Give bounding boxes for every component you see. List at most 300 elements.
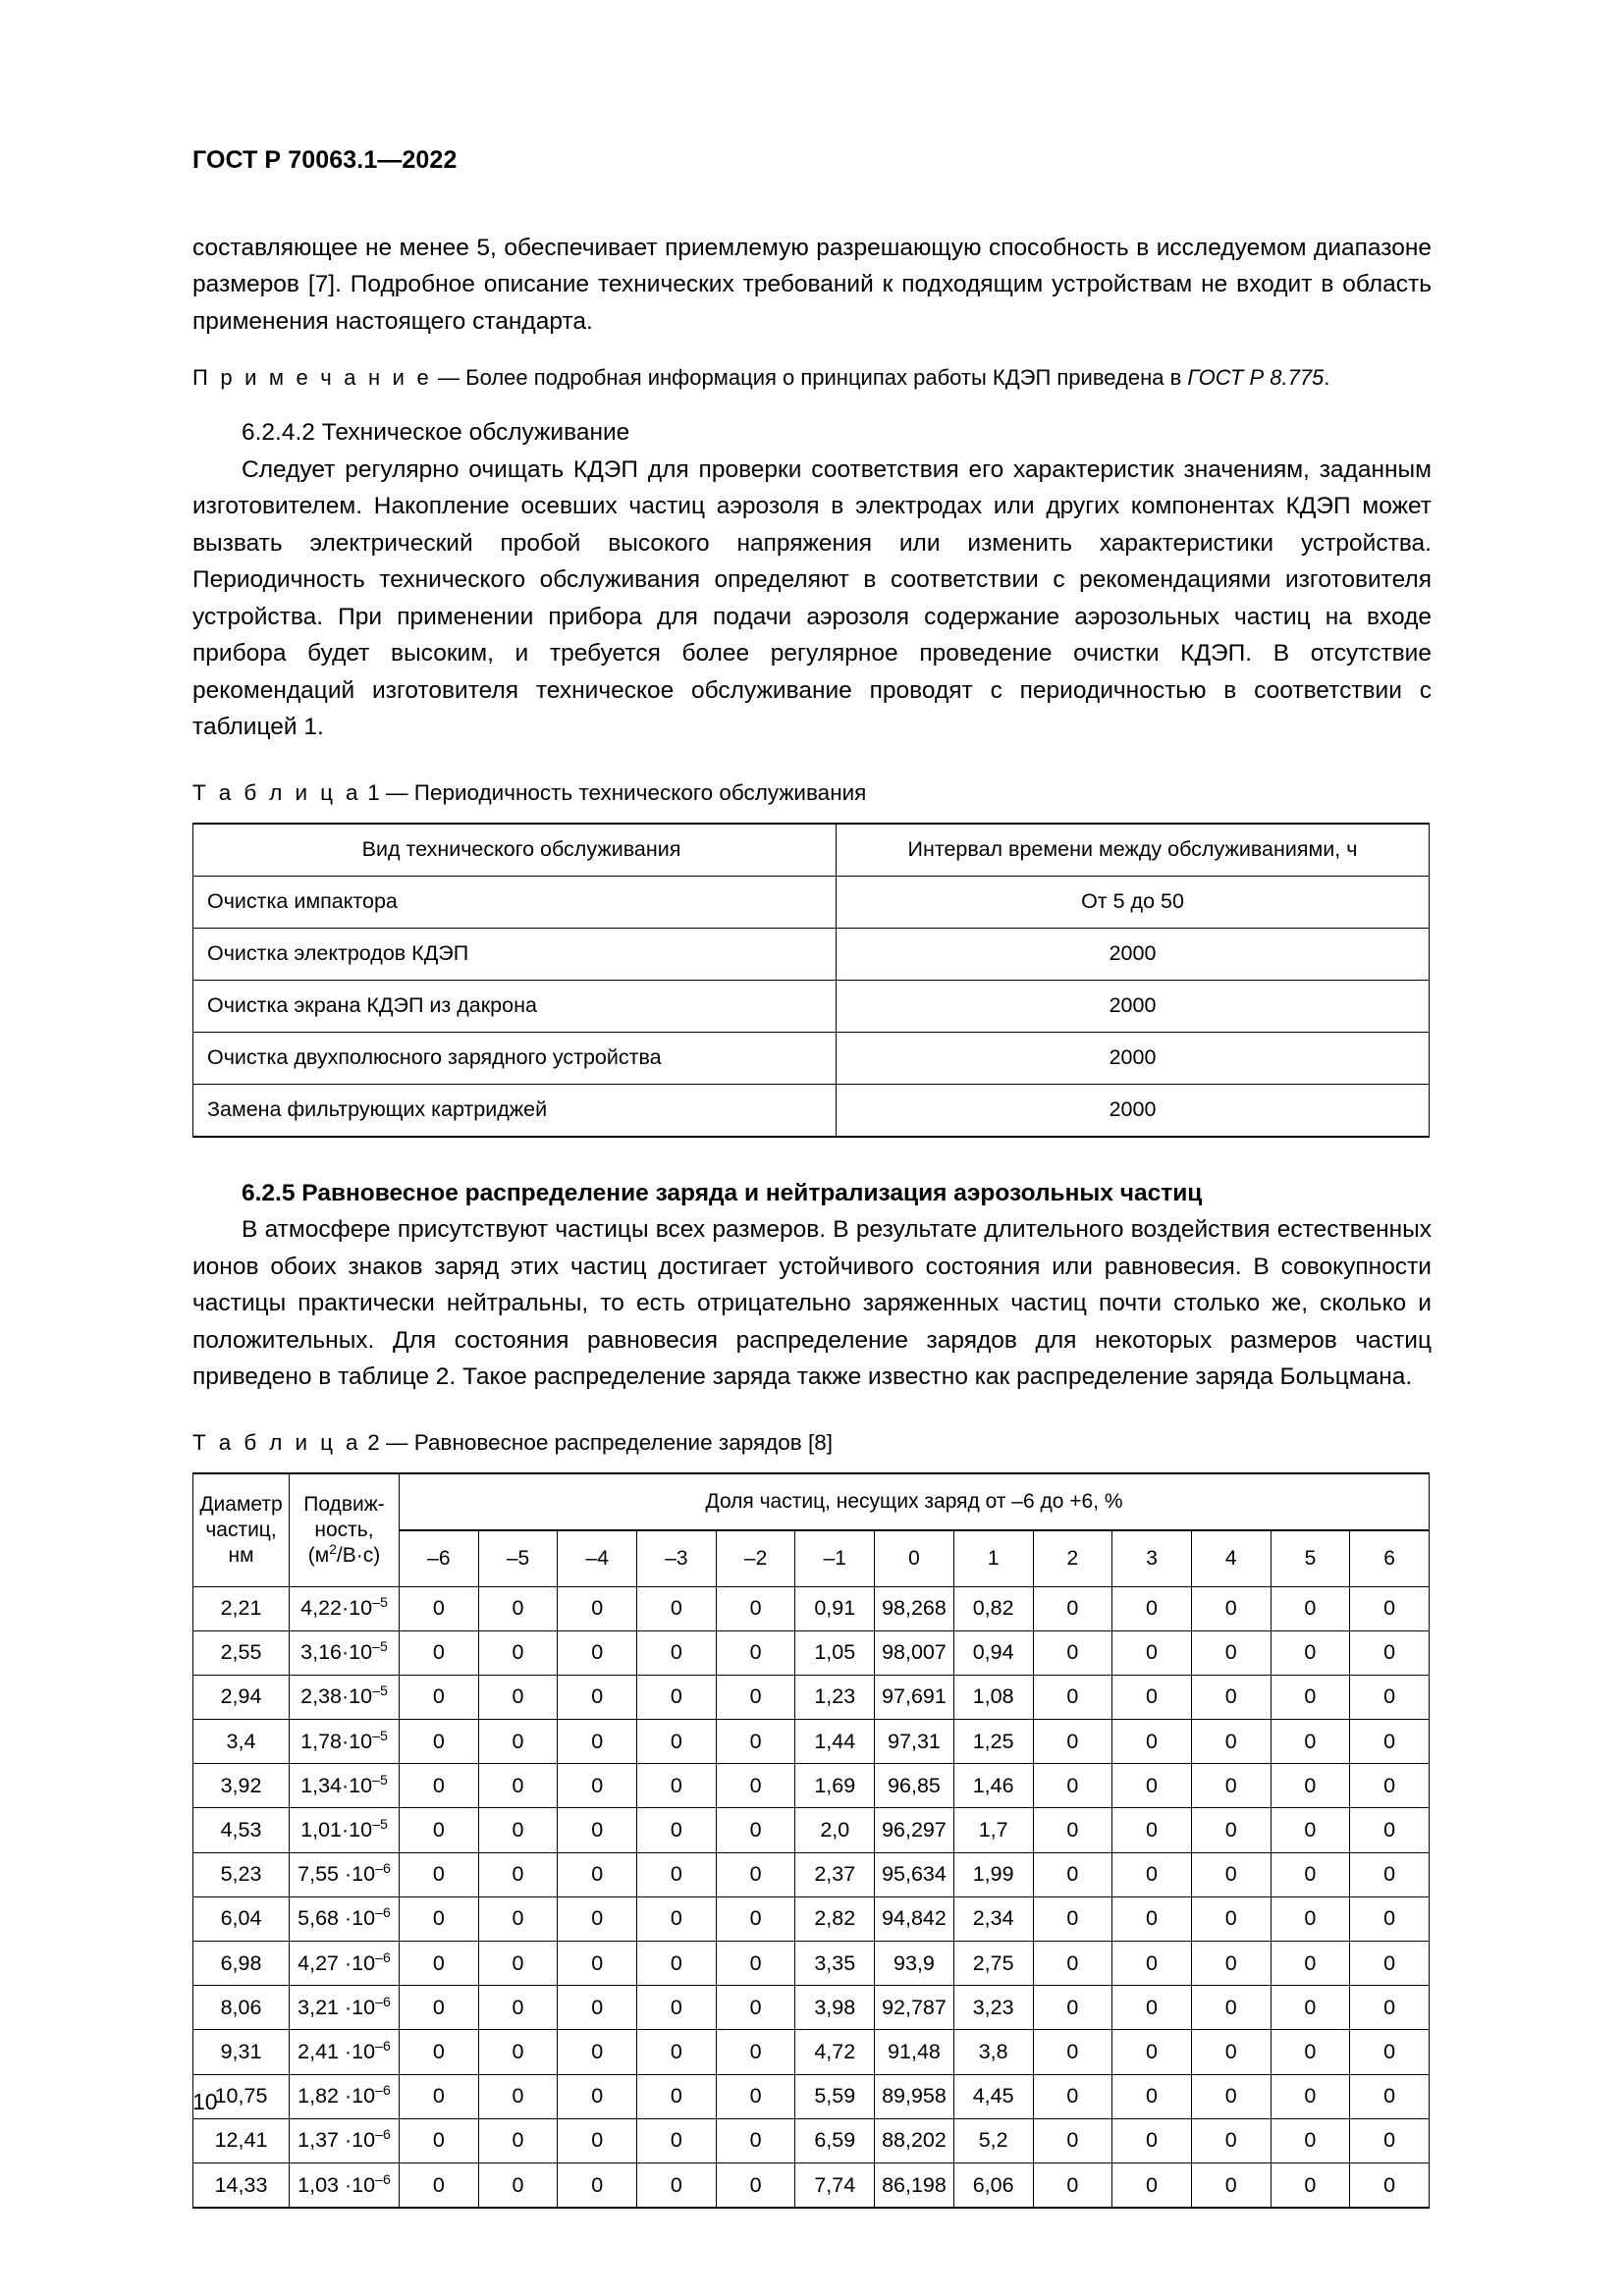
table1-header-interval: Интервал времени между обслуживаниями, ч	[837, 824, 1430, 877]
charge-fraction-cell-2: 0	[558, 2163, 637, 2208]
charge-fraction-cell-0: 0	[400, 1764, 479, 1808]
charge-fraction-cell-12: 0	[1350, 1586, 1430, 1630]
charge-fraction-cell-8: 0	[1033, 1720, 1112, 1764]
charge-fraction-cell-5: 3,35	[795, 1942, 875, 1986]
charge-fraction-cell-0: 0	[400, 2030, 479, 2074]
table2-header-diameter-l2: частиц,	[205, 1518, 277, 1541]
mobility-cell	[290, 1808, 400, 1852]
charge-fraction-cell-9: 0	[1112, 1630, 1192, 1675]
charge-fraction-cell-11: 0	[1271, 1808, 1350, 1852]
note-block	[192, 359, 1432, 396]
charge-fraction-cell-3: 0	[637, 1630, 717, 1675]
table1-head	[193, 824, 1430, 877]
charge-fraction-cell-1: 0	[478, 1852, 558, 1896]
charge-fraction-cell-10: 0	[1191, 1808, 1271, 1852]
table2-header-row-1	[193, 1473, 1430, 1530]
charge-fraction-cell-7: 4,45	[953, 2074, 1033, 2118]
mobility-exponent: –6	[375, 2083, 391, 2099]
charge-fraction-cell-1: 0	[478, 2030, 558, 2074]
charge-fraction-cell-8: 0	[1033, 2163, 1112, 2208]
mobility-exponent: –6	[375, 1949, 391, 1966]
charge-fraction-cell-2: 0	[558, 2074, 637, 2118]
table1-header-row	[193, 824, 1430, 877]
charge-fraction-cell-11: 0	[1271, 1720, 1350, 1764]
particle-diameter-cell: 14,33	[193, 2163, 290, 2208]
charge-fraction-cell-2: 0	[558, 1764, 637, 1808]
table2-charge-header-9: 3	[1112, 1530, 1192, 1587]
table2-charge-header-12: 6	[1350, 1530, 1430, 1587]
charge-fraction-cell-11: 0	[1271, 1942, 1350, 1986]
table1-caption-number: 1	[367, 779, 380, 805]
charge-fraction-cell-0: 0	[400, 1986, 479, 2030]
charge-fraction-cell-1: 0	[478, 2074, 558, 2118]
charge-fraction-cell-3: 0	[637, 1942, 717, 1986]
table2-header-mobility-l3	[290, 1540, 399, 1569]
table1-header-type: Вид технического обслуживания	[193, 824, 837, 877]
mobility-cell	[290, 1586, 400, 1630]
charge-fraction-cell-6: 98,007	[875, 1630, 954, 1675]
maintenance-type-cell: Очистка импактора	[193, 876, 837, 928]
mobility-exponent: –6	[375, 2127, 391, 2144]
table2-caption	[192, 1428, 1432, 1458]
table1-caption-title: Периодичность технического обслуживания	[413, 779, 867, 805]
particle-diameter-cell: 8,06	[193, 1986, 290, 2030]
charge-fraction-cell-5: 3,98	[795, 1986, 875, 2030]
table2-caption-number: 2	[367, 1429, 380, 1455]
charge-fraction-cell-5: 5,59	[795, 2074, 875, 2118]
particle-diameter-cell: 9,31	[193, 2030, 290, 2074]
charge-fraction-cell-6: 97,691	[875, 1675, 954, 1719]
paragraph-equilibrium: В атмосфере присутствуют частицы всех размеров. В результате длительного воздействия естественных ионов обоих знаков заряд этих частиц достигает устойчивого состояния или равновесия. В совокупности частицы практически нейтральны, то есть отрицательно заряженных частиц почти столько же, сколько и положительных. Для состояния равновесия распределение зарядов для некоторых размеров частиц приведено в таблице 2. Такое распределение заряда также известно как распределение заряда Больцмана.	[192, 1216, 1432, 1390]
charge-fraction-cell-6: 88,202	[875, 2118, 954, 2163]
note-end: .	[1324, 365, 1330, 390]
charge-fraction-cell-7: 5,2	[953, 2118, 1033, 2163]
charge-fraction-cell-10: 0	[1191, 1896, 1271, 1941]
mobility-exponent: –5	[372, 1816, 388, 1833]
charge-fraction-cell-11: 0	[1271, 2030, 1350, 2074]
table2-charge-header-1: –5	[478, 1530, 558, 1587]
charge-fraction-cell-7: 2,75	[953, 1942, 1033, 1986]
charge-fraction-cell-2: 0	[558, 1720, 637, 1764]
table-row	[193, 1808, 1430, 1852]
charge-fraction-cell-10: 0	[1191, 1852, 1271, 1896]
charge-fraction-cell-8: 0	[1033, 1586, 1112, 1630]
table-row	[193, 2163, 1430, 2208]
particle-diameter-cell: 3,92	[193, 1764, 290, 1808]
mobility-exponent: –6	[375, 2038, 391, 2055]
charge-fraction-cell-8: 0	[1033, 1896, 1112, 1941]
charge-fraction-cell-3: 0	[637, 1764, 717, 1808]
mobility-mantissa: 2,41 ·10	[298, 2039, 376, 2063]
charge-fraction-cell-9: 0	[1112, 2118, 1192, 2163]
charge-fraction-cell-7: 1,99	[953, 1852, 1033, 1896]
particle-diameter-cell: 4,53	[193, 1808, 290, 1852]
charge-fraction-cell-10: 0	[1191, 1630, 1271, 1675]
mobility-exponent: –5	[372, 1683, 388, 1700]
charge-fraction-cell-0: 0	[400, 2074, 479, 2118]
charge-fraction-cell-10: 0	[1191, 1942, 1271, 1986]
charge-fraction-cell-4: 0	[716, 2074, 795, 2118]
mobility-cell	[290, 2030, 400, 2074]
table2-header-mobility	[290, 1473, 400, 1587]
mobility-cell	[290, 1986, 400, 2030]
maintenance-interval-cell: 2000	[837, 1032, 1430, 1084]
table1-body	[193, 876, 1430, 1137]
charge-fraction-cell-4: 0	[716, 1586, 795, 1630]
charge-fraction-cell-7: 1,08	[953, 1675, 1033, 1719]
charge-fraction-cell-1: 0	[478, 1720, 558, 1764]
charge-fraction-cell-3: 0	[637, 1852, 717, 1896]
table1-caption	[192, 778, 1432, 808]
charge-fraction-cell-10: 0	[1191, 1675, 1271, 1719]
table2-header-span: Доля частиц, несущих заряд от –6 до +6, %	[400, 1473, 1430, 1530]
charge-fraction-cell-8: 0	[1033, 2030, 1112, 2074]
charge-fraction-cell-2: 0	[558, 1586, 637, 1630]
mobility-mantissa: 3,21 ·10	[298, 1995, 376, 2019]
table-row	[193, 1084, 1430, 1137]
charge-fraction-cell-6: 93,9	[875, 1942, 954, 1986]
paragraph-maintenance: Следует регулярно очищать КДЭП для проверки соответствия его характеристик значениям, заданным изготовителем. Накопление осевших частиц аэрозоля в электродах или других компонентах КДЭП может вызвать электрический пробой высокого напряжения или изменить характеристики устройства. Периодичность технического обслуживания определяют в соответствии с рекомендациями изготовителя устройства. При применении прибора для подачи аэрозоля содержание аэрозольных частиц на входе прибора будет высоким, и требуется более регулярное проведение очистки КДЭП. В отсутствие рекомендаций изготовителя техническое обслуживание проводят с периодичностью в соответствии с таблицей 1.	[192, 455, 1432, 740]
charge-fraction-cell-4: 0	[716, 1630, 795, 1675]
charge-fraction-cell-12: 0	[1350, 1630, 1430, 1675]
table2-charge-header-0: –6	[400, 1530, 479, 1587]
table-row	[193, 1896, 1430, 1941]
charge-fraction-cell-12: 0	[1350, 1896, 1430, 1941]
charge-fraction-cell-9: 0	[1112, 1808, 1192, 1852]
table2-charge-header-4: –2	[716, 1530, 795, 1587]
charge-fraction-cell-6: 98,268	[875, 1586, 954, 1630]
table2-charge-header-5: –1	[795, 1530, 875, 1587]
charge-fraction-cell-8: 0	[1033, 2118, 1112, 2163]
page-number: 10	[192, 2089, 218, 2114]
charge-fraction-cell-12: 0	[1350, 2163, 1430, 2208]
charge-fraction-cell-1: 0	[478, 2118, 558, 2163]
mobility-mantissa: 7,55 ·10	[298, 1862, 376, 1887]
charge-fraction-cell-5: 2,82	[795, 1896, 875, 1941]
particle-diameter-cell: 10,75	[193, 2074, 290, 2118]
table2-body	[193, 1586, 1430, 2208]
mobility-mantissa: 3,16·10	[300, 1640, 373, 1665]
table-row	[193, 1586, 1430, 1630]
charge-fraction-cell-6: 97,31	[875, 1720, 954, 1764]
charge-fraction-cell-4: 0	[716, 1986, 795, 2030]
mobility-cell	[290, 1852, 400, 1896]
charge-fraction-cell-11: 0	[1271, 2074, 1350, 2118]
charge-fraction-cell-11: 0	[1271, 1986, 1350, 2030]
table-row	[193, 1720, 1430, 1764]
charge-fraction-cell-3: 0	[637, 2163, 717, 2208]
table2-header-diameter-l1: Диаметр	[199, 1492, 283, 1516]
charge-fraction-cell-7: 0,94	[953, 1630, 1033, 1675]
charge-fraction-cell-7: 2,34	[953, 1896, 1033, 1941]
table2-charge-header-11: 5	[1271, 1530, 1350, 1587]
charge-fraction-cell-12: 0	[1350, 1808, 1430, 1852]
charge-fraction-cell-11: 0	[1271, 1586, 1350, 1630]
charge-fraction-cell-4: 0	[716, 1675, 795, 1719]
charge-fraction-cell-9: 0	[1112, 2074, 1192, 2118]
charge-fraction-cell-5: 4,72	[795, 2030, 875, 2074]
charge-fraction-cell-7: 1,46	[953, 1764, 1033, 1808]
charge-fraction-cell-11: 0	[1271, 2163, 1350, 2208]
mobility-exponent: –5	[372, 1639, 388, 1656]
charge-fraction-cell-5: 6,59	[795, 2118, 875, 2163]
charge-fraction-cell-0: 0	[400, 1675, 479, 1719]
particle-diameter-cell: 5,23	[193, 1852, 290, 1896]
charge-fraction-cell-12: 0	[1350, 1764, 1430, 1808]
charge-fraction-cell-5: 7,74	[795, 2163, 875, 2208]
charge-fraction-cell-6: 92,787	[875, 1986, 954, 2030]
mobility-exponent: –6	[375, 1994, 391, 2010]
charge-fraction-cell-10: 0	[1191, 2163, 1271, 2208]
charge-distribution-table	[192, 1472, 1430, 2210]
charge-fraction-cell-1: 0	[478, 2163, 558, 2208]
particle-diameter-cell: 2,94	[193, 1675, 290, 1719]
charge-fraction-cell-4: 0	[716, 1764, 795, 1808]
maintenance-interval-cell: 2000	[837, 980, 1430, 1032]
charge-fraction-cell-6: 95,634	[875, 1852, 954, 1896]
charge-fraction-cell-12: 0	[1350, 1942, 1430, 1986]
charge-fraction-cell-12: 0	[1350, 2030, 1430, 2074]
mobility-mantissa: 4,22·10	[300, 1596, 373, 1621]
charge-fraction-cell-2: 0	[558, 2118, 637, 2163]
table2-charge-header-10: 4	[1191, 1530, 1271, 1587]
mobility-cell	[290, 1720, 400, 1764]
table-row	[193, 1675, 1430, 1719]
charge-fraction-cell-5: 2,0	[795, 1808, 875, 1852]
charge-fraction-cell-8: 0	[1033, 2074, 1112, 2118]
charge-fraction-cell-8: 0	[1033, 1942, 1112, 1986]
mobility-exponent: –5	[372, 1728, 388, 1744]
table2-header-mobility-l2: ность,	[314, 1518, 374, 1541]
charge-fraction-cell-11: 0	[1271, 1852, 1350, 1896]
charge-fraction-cell-10: 0	[1191, 2074, 1271, 2118]
maintenance-type-cell: Замена фильтрующих картриджей	[193, 1084, 837, 1137]
charge-fraction-cell-3: 0	[637, 1675, 717, 1719]
charge-fraction-cell-0: 0	[400, 1720, 479, 1764]
charge-fraction-cell-7: 1,25	[953, 1720, 1033, 1764]
charge-fraction-cell-5: 1,69	[795, 1764, 875, 1808]
mobility-cell	[290, 2118, 400, 2163]
charge-fraction-cell-11: 0	[1271, 2118, 1350, 2163]
mobility-exponent: –5	[372, 1594, 388, 1611]
charge-fraction-cell-1: 0	[478, 1896, 558, 1941]
charge-fraction-cell-6: 94,842	[875, 1896, 954, 1941]
document-header: ГОСТ Р 70063.1—2022	[192, 146, 458, 174]
charge-fraction-cell-4: 0	[716, 1896, 795, 1941]
charge-fraction-cell-7: 0,82	[953, 1586, 1033, 1630]
particle-diameter-cell: 2,55	[193, 1630, 290, 1675]
charge-fraction-cell-0: 0	[400, 1942, 479, 1986]
table1-caption-label: Т а б л и ц а	[192, 779, 361, 805]
table-row	[193, 2074, 1430, 2118]
charge-fraction-cell-6: 89,958	[875, 2074, 954, 2118]
charge-fraction-cell-3: 0	[637, 1896, 717, 1941]
mobility-cell	[290, 1764, 400, 1808]
charge-fraction-cell-2: 0	[558, 1896, 637, 1941]
charge-fraction-cell-1: 0	[478, 1808, 558, 1852]
mobility-unit-post: /В·с)	[336, 1543, 381, 1567]
charge-fraction-cell-4: 0	[716, 1720, 795, 1764]
charge-fraction-cell-7: 6,06	[953, 2163, 1033, 2208]
table2-caption-label: Т а б л и ц а	[192, 1429, 361, 1455]
mobility-mantissa: 4,27 ·10	[298, 1950, 376, 1975]
table-row	[193, 1942, 1430, 1986]
charge-fraction-cell-11: 0	[1271, 1675, 1350, 1719]
mobility-mantissa: 1,82 ·10	[298, 2084, 376, 2109]
charge-fraction-cell-3: 0	[637, 1808, 717, 1852]
maintenance-interval-cell: 2000	[837, 928, 1430, 980]
charge-fraction-cell-2: 0	[558, 1986, 637, 2030]
charge-fraction-cell-7: 3,8	[953, 2030, 1033, 2074]
charge-fraction-cell-10: 0	[1191, 1586, 1271, 1630]
table-row	[193, 1032, 1430, 1084]
mobility-cell	[290, 2074, 400, 2118]
table2-header-diameter-l3: нм	[228, 1543, 254, 1567]
mobility-cell	[290, 1675, 400, 1719]
charge-fraction-cell-12: 0	[1350, 1852, 1430, 1896]
charge-fraction-cell-2: 0	[558, 1675, 637, 1719]
charge-fraction-cell-12: 0	[1350, 2118, 1430, 2163]
charge-fraction-cell-10: 0	[1191, 1764, 1271, 1808]
paragraph-intro: составляющее не менее 5, обеспечивает приемлемую разрешающую способность в исследуемом диапазоне размеров [7]. Подробное описание технических требований к подходящим устройствам не входит в область применения настоящего стандарта.	[192, 234, 1432, 335]
table2-header-mobility-l1: Подвиж-	[303, 1492, 385, 1516]
charge-fraction-cell-5: 1,44	[795, 1720, 875, 1764]
charge-fraction-cell-1: 0	[478, 1942, 558, 1986]
charge-fraction-cell-3: 0	[637, 1986, 717, 2030]
charge-fraction-cell-9: 0	[1112, 2030, 1192, 2074]
table-row	[193, 980, 1430, 1032]
charge-fraction-cell-4: 0	[716, 1852, 795, 1896]
table2-charge-header-8: 2	[1033, 1530, 1112, 1587]
mobility-cell	[290, 1630, 400, 1675]
charge-fraction-cell-12: 0	[1350, 2074, 1430, 2118]
maintenance-interval-cell: 2000	[837, 1084, 1430, 1137]
charge-fraction-cell-10: 0	[1191, 1986, 1271, 2030]
table2-caption-title: Равновесное распределение зарядов [8]	[413, 1429, 834, 1455]
charge-fraction-cell-11: 0	[1271, 1764, 1350, 1808]
charge-fraction-cell-0: 0	[400, 1852, 479, 1896]
mobility-mantissa: 1,37 ·10	[298, 2128, 376, 2153]
table2-caption-dash: —	[386, 1429, 408, 1455]
particle-diameter-cell: 2,21	[193, 1586, 290, 1630]
table-row	[193, 1630, 1430, 1675]
note-label: П р и м е ч а н и е	[192, 365, 432, 390]
charge-fraction-cell-0: 0	[400, 2163, 479, 2208]
table2-charge-header-7: 1	[953, 1530, 1033, 1587]
particle-diameter-cell: 6,98	[193, 1942, 290, 1986]
charge-fraction-cell-11: 0	[1271, 1896, 1350, 1941]
mobility-cell	[290, 1942, 400, 1986]
charge-fraction-cell-3: 0	[637, 2030, 717, 2074]
mobility-unit-pre: (м	[307, 1543, 330, 1567]
charge-fraction-cell-0: 0	[400, 1808, 479, 1852]
table-row	[193, 2118, 1430, 2163]
charge-fraction-cell-12: 0	[1350, 1720, 1430, 1764]
table2-header-diameter	[193, 1473, 290, 1587]
mobility-mantissa: 2,38·10	[300, 1684, 373, 1709]
charge-fraction-cell-8: 0	[1033, 1764, 1112, 1808]
charge-fraction-cell-3: 0	[637, 1720, 717, 1764]
charge-fraction-cell-3: 0	[637, 1586, 717, 1630]
charge-fraction-cell-12: 0	[1350, 1675, 1430, 1719]
note-text: Более подробная информация о принципах работы КДЭП приведена в	[465, 365, 1188, 390]
charge-fraction-cell-9: 0	[1112, 2163, 1192, 2208]
charge-fraction-cell-3: 0	[637, 2118, 717, 2163]
charge-fraction-cell-5: 0,91	[795, 1586, 875, 1630]
charge-fraction-cell-8: 0	[1033, 1852, 1112, 1896]
charge-fraction-cell-4: 0	[716, 1942, 795, 1986]
charge-fraction-cell-7: 1,7	[953, 1808, 1033, 1852]
charge-fraction-cell-9: 0	[1112, 1586, 1192, 1630]
charge-fraction-cell-1: 0	[478, 1630, 558, 1675]
charge-fraction-cell-1: 0	[478, 1586, 558, 1630]
table-row	[193, 876, 1430, 928]
charge-fraction-cell-0: 0	[400, 1630, 479, 1675]
charge-fraction-cell-9: 0	[1112, 1896, 1192, 1941]
maintenance-type-cell: Очистка экрана КДЭП из дакрона	[193, 980, 837, 1032]
charge-fraction-cell-8: 0	[1033, 1808, 1112, 1852]
charge-fraction-cell-2: 0	[558, 1942, 637, 1986]
charge-fraction-cell-11: 0	[1271, 1630, 1350, 1675]
particle-diameter-cell: 3,4	[193, 1720, 290, 1764]
mobility-cell	[290, 2163, 400, 2208]
charge-fraction-cell-8: 0	[1033, 1630, 1112, 1675]
table2-head	[193, 1473, 1430, 1587]
maintenance-type-cell: Очистка электродов КДЭП	[193, 928, 837, 980]
charge-fraction-cell-6: 91,48	[875, 2030, 954, 2074]
charge-fraction-cell-10: 0	[1191, 2118, 1271, 2163]
charge-fraction-cell-9: 0	[1112, 1942, 1192, 1986]
mobility-mantissa: 1,78·10	[300, 1729, 373, 1753]
mobility-mantissa: 1,34·10	[300, 1773, 373, 1797]
charge-fraction-cell-4: 0	[716, 2163, 795, 2208]
charge-fraction-cell-2: 0	[558, 1852, 637, 1896]
charge-fraction-cell-6: 86,198	[875, 2163, 954, 2208]
maintenance-interval-table	[192, 823, 1430, 1138]
table-row	[193, 2030, 1430, 2074]
charge-fraction-cell-12: 0	[1350, 1986, 1430, 2030]
charge-fraction-cell-0: 0	[400, 1896, 479, 1941]
charge-fraction-cell-4: 0	[716, 1808, 795, 1852]
particle-diameter-cell: 12,41	[193, 2118, 290, 2163]
charge-fraction-cell-5: 1,23	[795, 1675, 875, 1719]
table2-charge-header-3: –3	[637, 1530, 717, 1587]
table-row	[193, 1764, 1430, 1808]
mobility-exponent: –6	[375, 2171, 391, 2188]
charge-fraction-cell-0: 0	[400, 2118, 479, 2163]
charge-fraction-cell-5: 2,37	[795, 1852, 875, 1896]
table1-caption-dash: —	[386, 779, 408, 805]
charge-fraction-cell-2: 0	[558, 1808, 637, 1852]
charge-fraction-cell-5: 1,05	[795, 1630, 875, 1675]
charge-fraction-cell-1: 0	[478, 1675, 558, 1719]
charge-fraction-cell-4: 0	[716, 2118, 795, 2163]
charge-fraction-cell-4: 0	[716, 2030, 795, 2074]
table-row	[193, 1852, 1430, 1896]
table2-charge-header-2: –4	[558, 1530, 637, 1587]
charge-fraction-cell-2: 0	[558, 2030, 637, 2074]
mobility-unit-sup: 2	[329, 1540, 337, 1557]
charge-fraction-cell-8: 0	[1033, 1986, 1112, 2030]
section-heading-6-2-4-2: 6.2.4.2 Техническое обслуживание	[242, 419, 630, 446]
page-content	[192, 147, 1432, 2209]
table2-charge-header-6: 0	[875, 1530, 954, 1587]
charge-fraction-cell-9: 0	[1112, 1986, 1192, 2030]
charge-fraction-cell-9: 0	[1112, 1852, 1192, 1896]
maintenance-type-cell: Очистка двухполюсного зарядного устройства	[193, 1032, 837, 1084]
charge-fraction-cell-6: 96,85	[875, 1764, 954, 1808]
charge-fraction-cell-3: 0	[637, 2074, 717, 2118]
